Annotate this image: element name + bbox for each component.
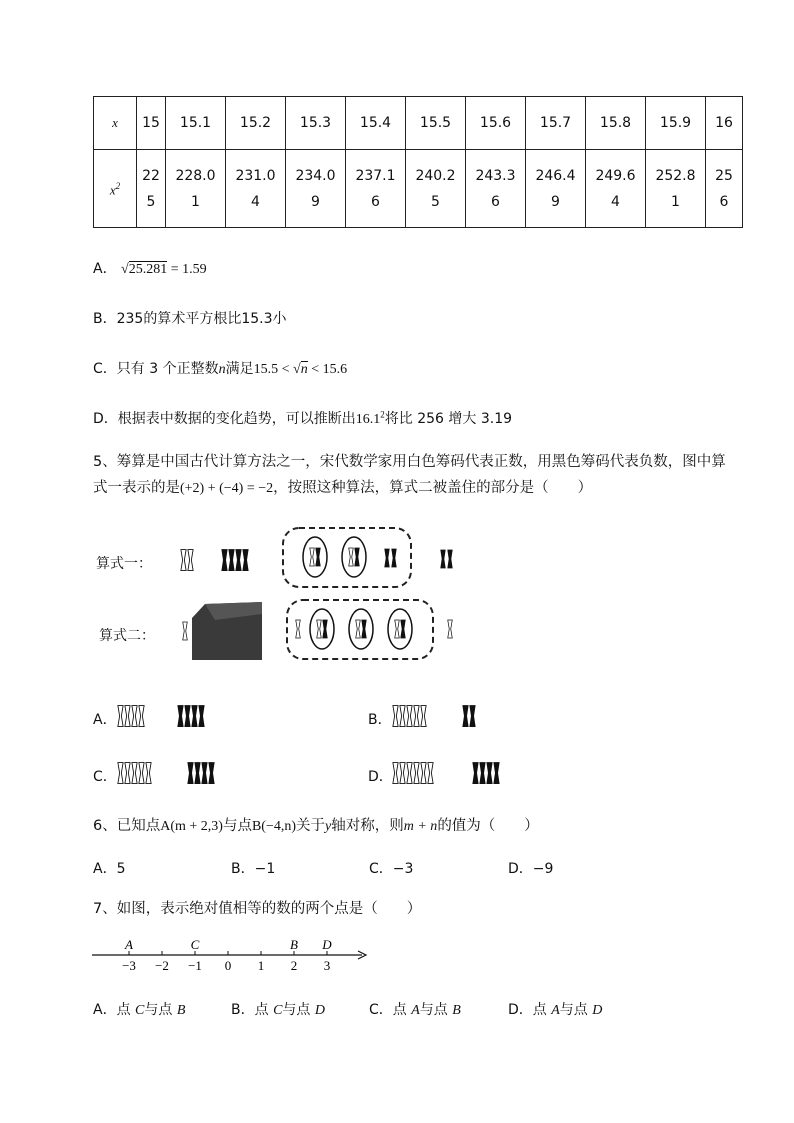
table-cell: 246.4 9 [526, 150, 586, 228]
table-cell: 237.1 6 [346, 150, 406, 228]
q7-option-a[interactable]: A．点 C与点 B [93, 1002, 186, 1018]
option-c-rods [118, 763, 214, 784]
option-text: D．根据表中数据的变化趋势，可以推断出 [93, 411, 356, 427]
equation1-label: 算式一： [96, 556, 152, 572]
table-cell: 15.7 [526, 97, 586, 150]
white-rod [188, 550, 193, 571]
white-rod [183, 622, 188, 640]
table-cell: 15.5 [406, 97, 466, 150]
white-rod [181, 550, 186, 571]
circle-pair [349, 609, 373, 649]
tick-label: −1 [188, 958, 202, 973]
q5-option-c[interactable]: C． [93, 769, 117, 785]
white-rod [310, 548, 315, 566]
equation2-rods [183, 600, 453, 660]
q5-stem-line1: 5、筹算是中国古代计算方法之一，宋代数学家用白色筹码代表正数，用黑色筹码代表负数，图中算 [93, 454, 726, 470]
black-rod [362, 620, 367, 638]
q7-option-b[interactable]: B．点 C与点 D [231, 1002, 325, 1018]
q7-option-d[interactable]: D．点 A与点 D [508, 1002, 603, 1018]
white-rod [356, 620, 361, 638]
point-label-a: A [125, 937, 133, 952]
table-cell: 228.0 1 [166, 150, 226, 228]
q5-option-b[interactable]: B． [368, 712, 392, 728]
q6-option-d[interactable]: D．−9 [508, 861, 554, 877]
table-cell: 15.2 [226, 97, 286, 150]
sqrt-expression: √25.281 = 1.59 [121, 262, 207, 277]
number-line [92, 937, 366, 973]
table-cell: 15.6 [466, 97, 526, 150]
tick-label: −3 [122, 958, 136, 973]
black-rod [355, 548, 360, 566]
table-cell: 252.8 1 [646, 150, 706, 228]
option-d-rods [393, 763, 499, 784]
circle-pair [342, 537, 366, 577]
black-rod [323, 620, 328, 638]
table-cell: 243.3 6 [466, 150, 526, 228]
white-rod [317, 620, 322, 638]
point-label-c: C [190, 937, 200, 952]
option-text: C．只有 3 个正整数 [93, 361, 219, 377]
table-cell: 15.1 [166, 97, 226, 150]
option-a-rods [118, 706, 204, 727]
table-cell: 15 [137, 97, 166, 150]
circle-pair [303, 537, 327, 577]
q5-option-d[interactable]: D． [368, 769, 393, 785]
variable-n: n [218, 362, 226, 377]
q6-stem: 6、已知点A(m + 2,3)与点B(−4,n)关于y轴对称，则m + n的值为（ ） [93, 818, 539, 834]
white-rod [349, 548, 354, 566]
option-text: 满足 [225, 361, 254, 377]
q7-option-c[interactable]: C．点 A与点 B [369, 1002, 461, 1018]
equation2-label: 算式二： [99, 628, 155, 644]
q5-stem-line2: 式一表示的是(+2) + (−4) = −2，按照这种算法，算式二被盖住的部分是（ ） [93, 480, 593, 496]
table-cell: 231.0 4 [226, 150, 286, 228]
math-expression: 16.1$^2$ [355, 409, 385, 427]
row-header-x: x [94, 97, 137, 150]
black-rod [441, 550, 446, 568]
option-label: A． [93, 261, 117, 277]
black-rod [385, 549, 390, 567]
black-rod [392, 549, 397, 567]
table-cell: 15.4 [346, 97, 406, 150]
table-cell: 22 5 [137, 150, 166, 228]
q6-option-a[interactable]: A．5 [93, 861, 126, 877]
inequality: 15.5 < √n < 15.6 [253, 362, 348, 377]
equation1-rods [181, 528, 452, 587]
q7-stem: 7、如图，表示绝对值相等的数的两个点是（ ） [93, 901, 422, 917]
white-rod [296, 620, 301, 638]
white-rod [395, 620, 400, 638]
tick-label: 2 [290, 958, 298, 973]
tick-label: 0 [224, 958, 232, 973]
table-cell: 15.8 [586, 97, 646, 150]
table-cell: 16 [706, 97, 743, 150]
black-rod [222, 550, 227, 571]
option-text: 将比 256 增大 3.19 [384, 411, 513, 427]
tick-label: −2 [155, 958, 169, 973]
q4-option-b[interactable]: B．235的算术平方根比15.3小 [93, 311, 287, 327]
black-rod [316, 548, 321, 566]
table-cell: 15.3 [286, 97, 346, 150]
option-b-rods [393, 706, 475, 727]
black-rod [243, 550, 248, 571]
dashed-box [283, 528, 411, 587]
table-cell: 25 6 [706, 150, 743, 228]
q6-option-b[interactable]: B．−1 [231, 861, 276, 877]
q6-option-c[interactable]: C．−3 [369, 861, 414, 877]
tick-label: 1 [257, 958, 265, 973]
point-label-d: D [322, 937, 332, 952]
black-rod [229, 550, 234, 571]
black-rod [236, 550, 241, 571]
black-rod [401, 620, 406, 638]
black-rod [448, 550, 453, 568]
table-cell: 15.9 [646, 97, 706, 150]
row-header-x-squared: $x^2$ [94, 150, 137, 228]
q5-option-a[interactable]: A． [93, 712, 117, 728]
circle-pair [310, 609, 334, 649]
table-cell: 234.0 9 [286, 150, 346, 228]
table-cell: 240.2 5 [406, 150, 466, 228]
tick-label: 3 [323, 958, 331, 973]
circle-pair [388, 609, 412, 649]
point-label-b: B [290, 937, 298, 952]
white-rod [448, 620, 453, 638]
table-cell: 249.6 4 [586, 150, 646, 228]
